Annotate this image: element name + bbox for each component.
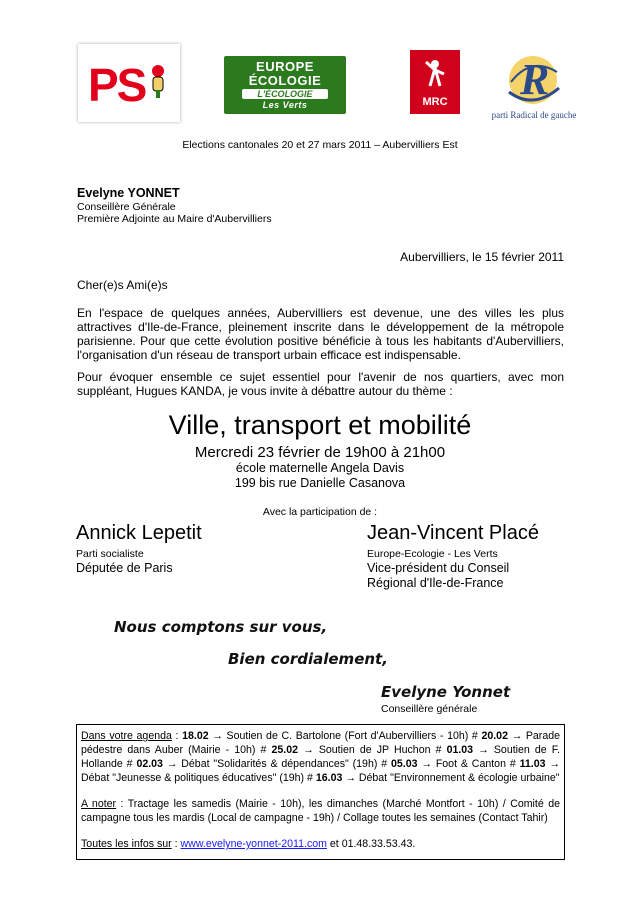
agenda-text: Débat "Jeunesse & politiques éducatives" (19h) # [81, 772, 313, 784]
event-address: 199 bis rue Danielle Casanova [234, 476, 406, 490]
mrc-logo [410, 50, 460, 114]
ee-line2: ÉCOLOGIE [248, 73, 322, 88]
sender-name: Evelyne YONNET [77, 186, 180, 200]
agenda-label: Dans votre agenda [81, 730, 172, 742]
europe-ecologie-logo [224, 56, 346, 114]
prg-logo [491, 52, 577, 124]
agenda-date: 11.03 [519, 758, 546, 770]
prg-letter: R [520, 55, 550, 104]
event-title: Ville, transport et mobilité [168, 410, 472, 440]
infos-sep: : [171, 838, 181, 850]
rose-fist-icon [150, 64, 166, 98]
note-label: A noter [81, 798, 117, 810]
agenda-text: Parade pédestre dans Auber (Mairie - 10h) # [81, 730, 560, 756]
agenda-text: Débat "Environnement & écologie urbaine" [358, 772, 560, 784]
sender-role2: Première Adjointe au Maire d'Aubervilliers [77, 213, 272, 225]
mrc-logo-text: MRC [422, 96, 448, 108]
infos-label: Toutes les infos sur [81, 838, 172, 850]
signature-title: Conseillère générale [381, 703, 478, 715]
agenda-date: 02.03 [136, 758, 163, 770]
agenda-date: 20.02 [481, 730, 508, 742]
prg-logo-text: parti Radical de gauche [491, 110, 577, 120]
phone-text: et 01.48.33.53.43. [326, 838, 416, 850]
closing-line-2: Bien cordialement, [228, 650, 388, 668]
sender-role1: Conseillère Générale [77, 201, 176, 213]
ps-logo-text: PS [88, 59, 146, 111]
agenda-date: 01.03 [446, 744, 474, 756]
guest-line2: Vice-président du Conseil [367, 561, 510, 575]
event-date: Mercredi 23 février de 19h00 à 21h00 [194, 444, 446, 461]
agenda-text: Foot & Canton # [435, 758, 516, 770]
agenda-date: 05.03 [390, 758, 418, 770]
ps-logo [78, 44, 180, 122]
ee-line1: EUROPE [256, 59, 314, 74]
signature-name: Evelyne Yonnet [381, 683, 511, 701]
ee-line4: Les Verts [262, 100, 308, 110]
agenda-text: Débat "Solidarités & dépendances" (19h) # [181, 758, 388, 770]
ee-line3: L'ÉCOLOGIE [242, 89, 328, 99]
paragraph-2: Pour évoquer ensemble ce sujet essentiel pour l'avenir de nos quartiers, avec mon suppléant, Hugues KANDA, je vous invite à débattre autour du thème : [77, 370, 564, 398]
event-venue: école maternelle Angela Davis [235, 461, 405, 475]
salutation: Cher(e)s Ami(e)s [77, 278, 168, 292]
agenda-date: 16.03 [315, 772, 343, 784]
agenda-box [76, 724, 565, 860]
note-paragraph [81, 797, 560, 825]
closing-line-1: Nous comptons sur vous, [114, 618, 328, 636]
guest-name: Jean-Vincent Placé [367, 522, 539, 544]
guest-line2: Députée de Paris [76, 561, 173, 575]
agenda-text: Soutien de F. Hollande # [81, 744, 560, 770]
agenda-text: Soutien de C. Bartolone (Fort d'Aubervilliers - 10h) # [226, 730, 478, 742]
figure-icon [422, 58, 448, 90]
agenda-text: Soutien de JP Huchon # [318, 744, 442, 756]
guest-name: Annick Lepetit [76, 522, 202, 544]
agenda-paragraph: Dans votre agenda : 18.02 → Soutien de C. Bartolone (Fort d'Aubervilliers - 10h) # 20.02 → Parade pédestre dans Auber (Mairie - 10h) # 25.02 → Soutien de JP Huchon # 01.03 → Soutien de F. Hollande # 02.03 → Débat "Solidarités & dépendances" (19h) # 05.03 → Foot & Canton # 11.03 → Débat "Jeunesse & politiques éducatives" (19h) # 16.03 → Débat "Environnement & écologie urbaine" [81, 730, 560, 784]
guest-jean-vincent [367, 522, 539, 590]
website-link[interactable]: www.evelyne-yonnet-2011.com [180, 838, 327, 850]
participation-intro: Avec la participation de : [262, 506, 378, 518]
guest-line1: Europe-Ecologie - Les Verts [367, 548, 498, 560]
guest-line1: Parti socialiste [76, 548, 144, 560]
note-text: : Tractage les samedis (Mairie - 10h), les dimanches (Marché Montfort - 10h) / Comité de campagne tous les mardis (Local de campagne - 19h) / Collage toutes les semaines (Contact Tahir) [81, 798, 560, 824]
agenda-date: 18.02 [182, 730, 209, 742]
place-date: Aubervilliers, le 15 février 2011 [400, 250, 564, 264]
guest-annick [76, 522, 202, 575]
paragraph-1: En l'espace de quelques années, Aubervilliers est devenue, une des villes les plus attractives d'Ile-de-France, pleinement inscrite dans le développement de la métropole parisienne. Pour que cette évolution positive bénéficie à tous les habitants d'Aubervilliers, l'organisation d'un réseau de transport urbain efficace est indispensable. [77, 306, 564, 362]
election-header: Elections cantonales 20 et 27 mars 2011 – Aubervilliers Est [182, 139, 458, 151]
guest-line3: Régional d'Ile-de-France [367, 576, 504, 590]
infos-paragraph [81, 837, 560, 851]
agenda-date: 25.02 [271, 744, 299, 756]
